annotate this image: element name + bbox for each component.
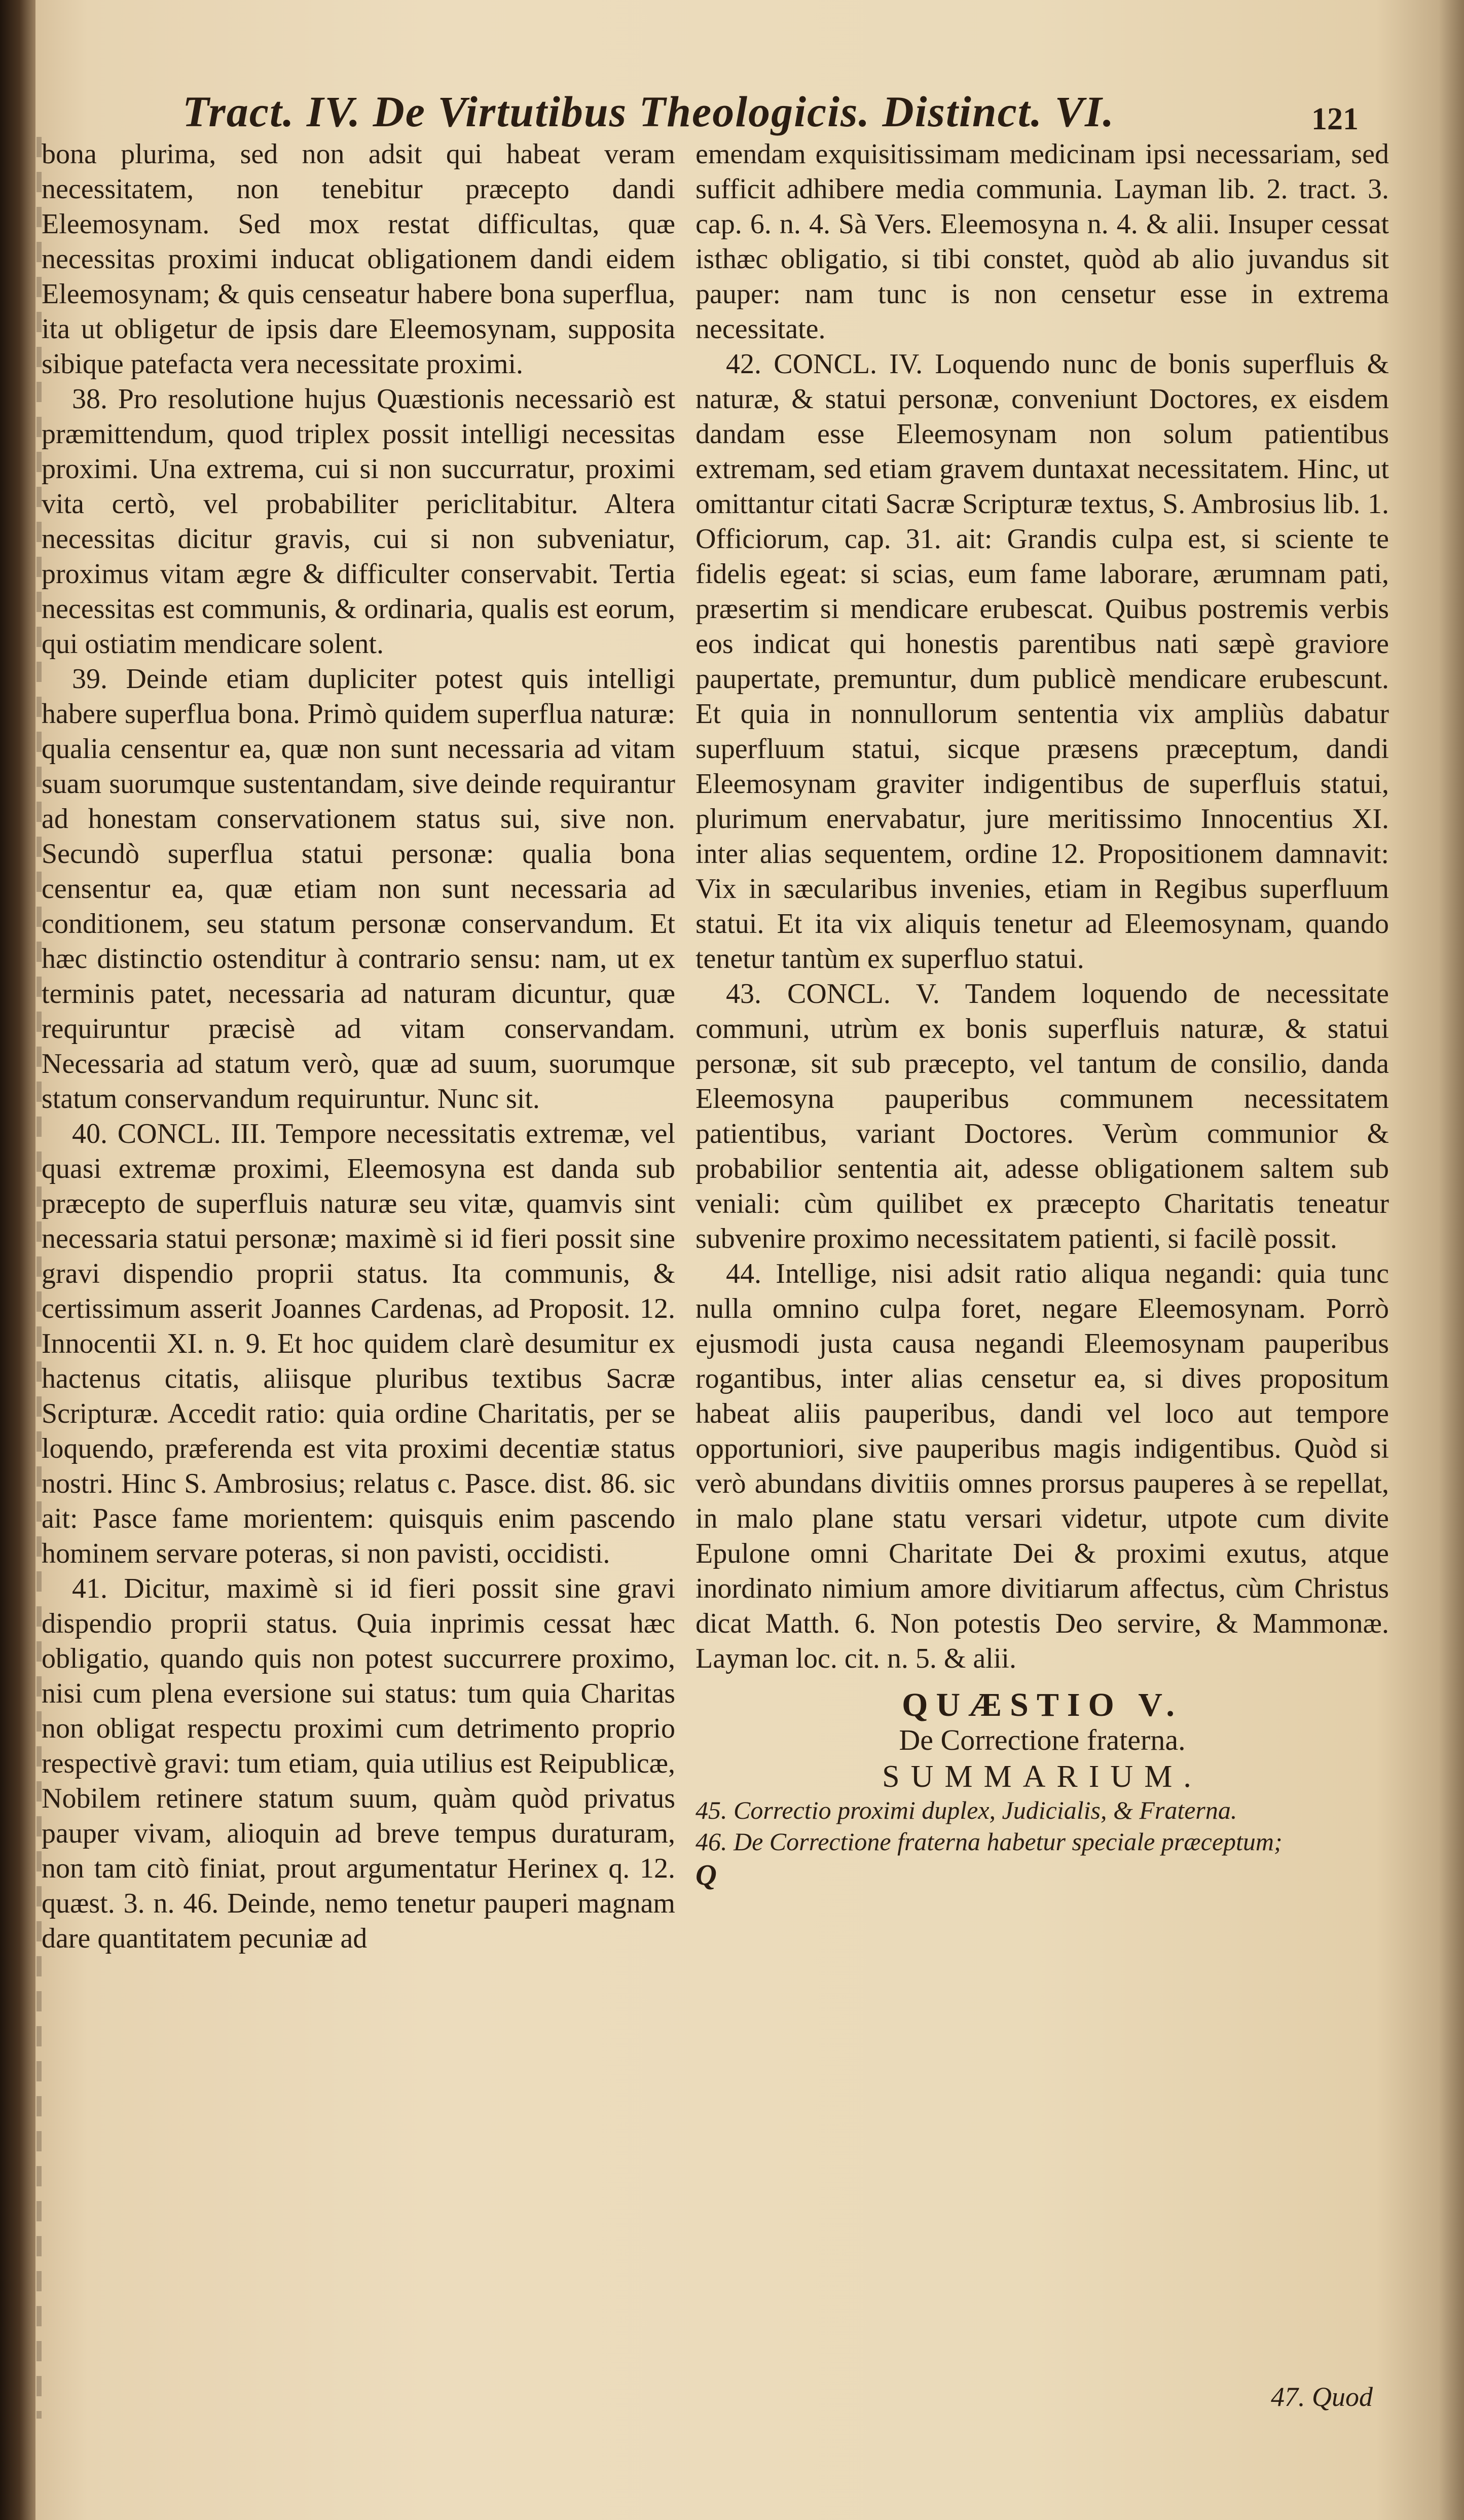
initial-letter: Q [696,1858,717,1891]
catchword: 47. Quod [1271,2382,1373,2412]
running-head: Tract. IV. De Virtutibus Theologicis. Distinct. VI. [182,87,1115,136]
facing-page-bleed [36,137,42,2419]
paragraph: 38. Pro resolutione hujus Quæstionis necessariò est præmittendum, quod triplex possit intelligi necessitas proximi. Una extrema, cui si non succurratur, proximi vita certò, vel probabiliter periclitabitur. Altera necessitas dicitur gravis, cui si non subveniatur, proximus vitam ægre & difficulter conservabit. Tertia necessitas est communis, & ordinaria, qualis est eorum, qui ostiatim mendicare solent. [42,383,675,660]
question-subtitle: De Correctione fraterna. [899,1723,1186,1756]
page-header [182,86,1359,142]
paragraph: 43. CONCL. V. Tandem loquendo de necessitate communi, utrùm ex bonis superfluis naturæ, & statui personæ, sit sub præcepto, vel tantum de consilio, danda Eleemosyna pauperibus communem necessitatem patientibus, variant Doctores. Verùm communior & probabilior sententia ait, adesse obligationem saltem sub veniali: cùm quilibet ex præcepto Charitatis teneatur subvenire proximo necessitatem patienti, si facilè possit. [696,978,1389,1254]
paragraph: 44. Intellige, nisi adsit ratio aliqua negandi: quia tunc nulla omnino culpa foret, negare Eleemosynam. Porrò ejusmodi justa causa negandi Eleemosynam pauperibus rogantibus, inter alias censetur ea, si dives propositum habeat aliis pauperibus, dandi vel loco aut tempore opportuniori, sive pauperibus magis indigentibus. Quòd si verò abundans divitiis omnes prorsus pauperes à se repellat, in malo plane statu versari videtur, utpote cum divite Epulone omni Charitate Dei & proximi exutus, atque inordinato nimium amore divitiarum affectus, cùm Christus dicat Matth. 6. Non potestis Deo servire, & Mammonæ. Layman loc. cit. n. 5. & alii. [696,1258,1389,1674]
right-column [696,137,1389,1892]
paragraph: 41. Dicitur, maximè si id fieri possit sine gravi dispendio proprii status. Quia inprimis cessat hæc obligatio, quando quis non potest succurrere proximo, nisi cum plena eversione sui status: tum quia Charitas non obligat respectu proximi cum detrimento proprio respectivè gravi: tum etiam, quia utilius est Reipublicæ, Nobilem retinere statum suum, quàm quòd privatus pauper vivam, alioquin ad breve tempus duraturam, non tam citò finiat, prout argumentatur Herinex q. 12. quæst. 3. n. 46. Deinde, nemo tenetur pauperi magnam dare quantitatem pecuniæ ad [42,1573,675,1954]
summarium-heading: SUMMARIUM. [882,1759,1202,1794]
summary-item: 46. De Correctione fraterna habetur speciale præceptum; [696,1827,1283,1856]
paragraph: 40. CONCL. III. Tempore necessitatis extremæ, vel quasi extremæ proximi, Eleemosyna est danda sub præcepto de superfluis naturæ seu vitæ, quamvis sint necessaria statui personæ; maximè si id fieri possit sine gravi dispendio proprii status. Ita communis, & certissimum asserit Joannes Cardenas, ad Proposit. 12. Innocentii XI. n. 9. Et hoc quidem clarè desumitur ex hactenus citatis, aliisque pluribus textibus Sacræ Scripturæ. Accedit ratio: quia ordine Charitatis, per se loquendo, præferenda est vita proximi decentiæ status nostri. Hinc S. Ambrosius; relatus c. Pasce. dist. 86. sic ait: Pasce fame morientem: quisquis enim pascendo hominem servare poteras, si non pavisti, occidisti. [42,1118,675,1569]
left-column [42,137,675,1956]
paragraph: emendam exquisitissimam medicinam ipsi necessariam, sed sufficit adhibere media communia. Layman lib. 2. tract. 3. cap. 6. n. 4. Sà Vers. Eleemosyna n. 4. & alii. Insuper cessat isthæc obligatio, si tibi constet, quòd ab alio juvandus sit pauper: nam tunc is non censetur esse in extrema necessitate. [696,138,1389,345]
paragraph: bona plurima, sed non adsit qui habeat veram necessitatem, non tenebitur præcepto dandi Eleemosynam. Sed mox restat difficultas, quæ necessitas proximi inducat obligationem dandi eidem Eleemosynam; & quis censeatur habere bona superflua, ita ut obligetur de ipsis dare Eleemosynam, supposita sibique patefacta vera necessitate proximi. [42,138,675,380]
page-edge-shadow [1439,0,1464,2520]
page-number: 121 [1311,102,1359,136]
question-title: QUÆSTIO V. [902,1686,1183,1723]
paragraph: 39. Deinde etiam dupliciter potest quis intelligi habere superflua bona. Primò quidem superflua naturæ: qualia censentur ea, quæ non sunt necessaria ad vitam suam suorumque sustentandam, sive deinde requirantur ad honestam conservationem status sui, sive non. Secundò superflua statui personæ: qualia bona censentur ea, quæ etiam non sunt necessaria ad conditionem, seu statum personæ conservandum. Et hæc distinctio ostenditur à contrario sensu: nam, ut ex terminis patet, necessaria ad naturam dicuntur, quæ requiruntur præcisè ad vitam conservandam. Necessaria ad statum verò, quæ ad suum, suorumque statum conservandum requiruntur. Nunc sit. [42,663,675,1114]
summary-item: 45. Correctio proximi duplex, Judicialis, & Fraterna. [696,1796,1237,1824]
book-gutter [0,0,35,2520]
paragraph: 42. CONCL. IV. Loquendo nunc de bonis superfluis & naturæ, & statui personæ, conveniunt Doctores, ex eisdem dandam esse Eleemosynam non solum patientibus extremam, sed etiam gravem duntaxat necessitatem. Hinc, ut omittantur citati Sacræ Scripturæ textus, S. Ambrosius lib. 1. Officiorum, cap. 31. ait: Grandis culpa est, si sciente te fidelis egeat: si scias, eum fame laborare, ærumnam pati, præsertim si mendicare erubescat. Quibus postremis verbis eos indicat qui honestis parentibus nati sæpè graviore paupertate, premuntur, dum publicè mendicare erubescunt. Et quia in nonnullorum sententia vix ampliùs dabatur superfluum statui, sicque præsens præceptum, dandi Eleemosynam graviter indigentibus de superfluis statui, plurimum enervabatur, jure meritissimo Innocentius XI. inter alias sequentem, ordine 12. Propositionem damnavit: Vix in sæcularibus invenies, etiam in Regibus superfluum statui. Et ita vix aliquis tenetur ad Eleemosynam, quando tenetur tantùm ex superfluo statui. [696,348,1389,975]
